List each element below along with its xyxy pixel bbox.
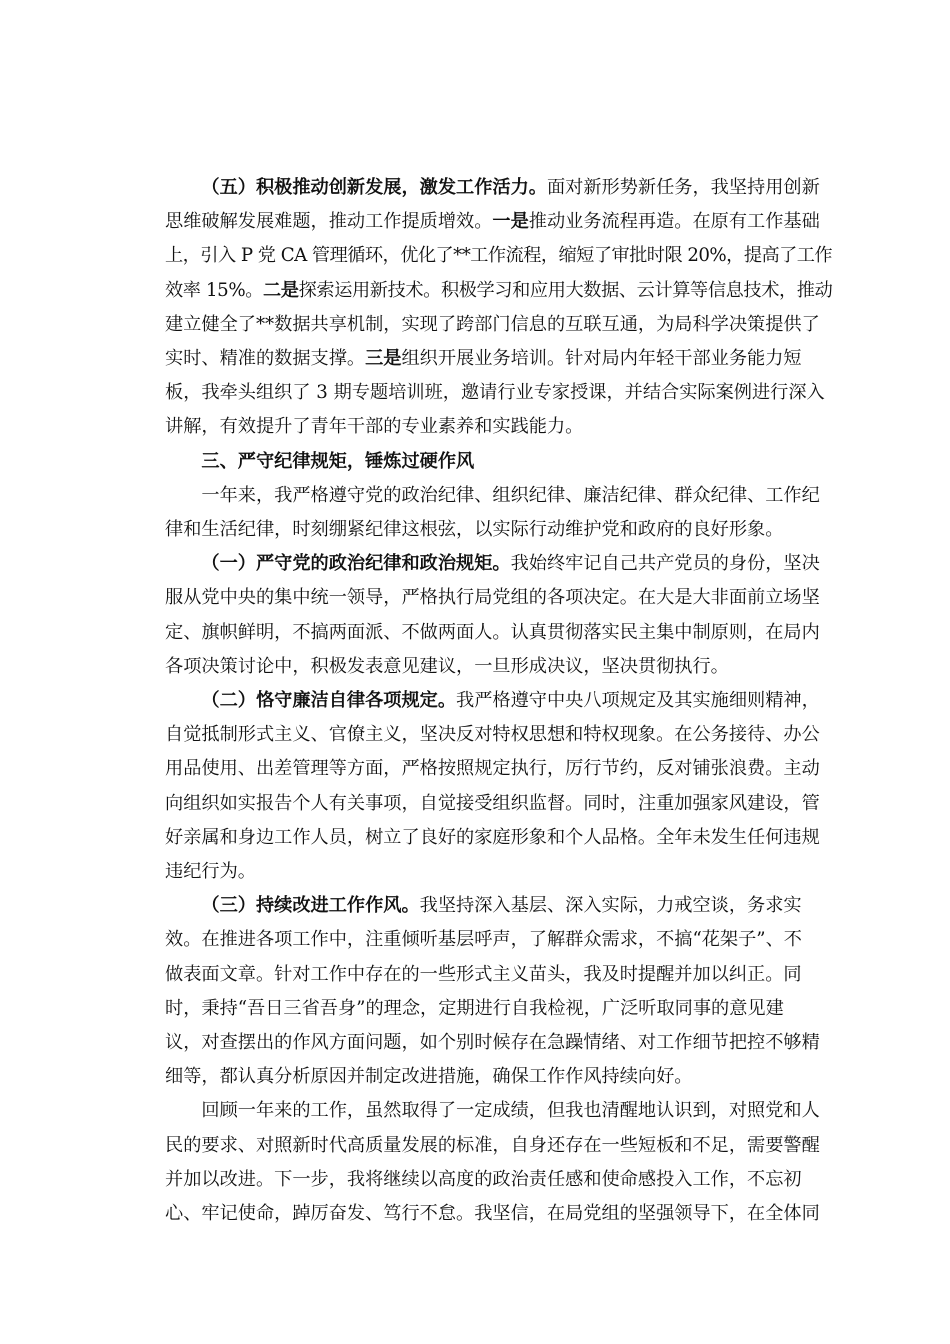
paragraph [165, 1094, 833, 1231]
text-run: 做表面文章。针对工作中存在的一些形式主义苗头，我及时提醒并加以纠正。同 [165, 963, 802, 985]
text-run: 民的要求、对照新时代高质量发展的标准，自身还存在一些短板和不足，需要警醒 [165, 1134, 820, 1156]
text-run: 我坚持深入基层、深入实际，力戒空谈，务求实 [419, 895, 802, 917]
section-heading [165, 445, 833, 479]
text-line [165, 923, 833, 957]
text-run: 我始终牢记自己共产党员的身份，坚决 [510, 553, 820, 575]
bold-text-run: （三）持续改进工作作风。 [201, 895, 420, 917]
text-run: 思维破解发展难题，推动工作提质增效。 [165, 211, 493, 233]
text-run: 违纪行为。 [165, 861, 256, 883]
text-run: 细等，都认真分析原因并制定改进措施，确保工作作风持续向好。 [165, 1066, 693, 1088]
text-line [165, 1129, 833, 1163]
text-run: 效率 15%。 [165, 279, 264, 301]
paragraph [165, 547, 833, 684]
text-line [165, 1163, 833, 1197]
text-line [165, 581, 833, 615]
text-line [165, 274, 833, 308]
text-run: 实时、精准的数据支撑。 [165, 348, 366, 370]
text-run: 向组织如实报告个人有关事项，自觉接受组织监督。同时，注重加强家风建设，管 [165, 792, 820, 814]
text-line [165, 718, 833, 752]
bold-text-run: （一）严守党的政治纪律和政治规矩。 [201, 553, 511, 575]
paragraph [165, 171, 833, 445]
text-line [165, 650, 833, 684]
text-run: 定、旗帜鲜明，不搞两面派、不做两面人。认真贯彻落实民主集中制原则，在局内 [165, 621, 820, 643]
document-body [165, 171, 833, 1231]
text-line [165, 752, 833, 786]
document-paragraphs [165, 171, 833, 1231]
text-line [165, 958, 833, 992]
text-run: 效。在推进各项工作中，注重倾听基层呼声，了解群众需求，不搞“花架子”、不 [165, 929, 802, 951]
text-run: 推动业务流程再造。在原有工作基础 [528, 211, 820, 233]
text-run: 服从党中央的集中统一领导，严格执行局党组的各项决定。在大是大非面前立场坚 [165, 587, 820, 609]
text-line [165, 1026, 833, 1060]
text-line [165, 308, 833, 342]
paragraph [165, 479, 833, 547]
text-run: 律和生活纪律，时刻绷紧纪律这根弦，以实际行动维护党和政府的良好形象。 [165, 519, 784, 541]
text-line [165, 479, 833, 513]
bold-text-run: （二）恪守廉洁自律各项规定。 [201, 690, 457, 712]
paragraph [165, 889, 833, 1094]
text-run: 回顾一年来的工作，虽然取得了一定成绩，但我也清醒地认识到，对照党和人 [201, 1100, 820, 1122]
text-line [165, 513, 833, 547]
text-line [165, 992, 833, 1026]
text-line [165, 547, 833, 581]
text-line [165, 410, 833, 444]
text-line [165, 376, 833, 410]
text-line [165, 855, 833, 889]
text-run: 我严格遵守中央八项规定及其实施细则精神， [456, 690, 820, 712]
text-line [165, 821, 833, 855]
text-run: 建立健全了**数据共享机制，实现了跨部门信息的互联互通，为局科学决策提供了 [165, 313, 820, 335]
text-line [165, 342, 833, 376]
bold-text-run: 一是 [492, 211, 529, 233]
bold-text-run: 三、严守纪律规矩，锤炼过硬作风 [201, 450, 475, 472]
text-line [165, 616, 833, 650]
paragraph [165, 684, 833, 889]
text-run: 组织开展业务培训。针对局内年轻干部业务能力短 [401, 348, 802, 370]
text-line [165, 205, 833, 239]
text-line [165, 1094, 833, 1128]
text-run: 心、牢记使命，踔厉奋发、笃行不怠。我坚信，在局党组的坚强领导下，在全体同 [165, 1203, 820, 1225]
text-run: 时，秉持“吾日三省吾身”的理念，定期进行自我检视，广泛听取同事的意见建 [165, 997, 784, 1019]
text-run: 一年来，我严格遵守党的政治纪律、组织纪律、廉洁纪律、群众纪律、工作纪 [201, 484, 820, 506]
text-line [165, 1060, 833, 1094]
text-run: 用品使用、出差管理等方面，严格按照规定执行，厉行节约，反对铺张浪费。主动 [165, 758, 820, 780]
text-run: 探索运用新技术。积极学习和应用大数据、云计算等信息技术，推动 [298, 279, 833, 301]
text-run: 面对新形势新任务，我坚持用创新 [546, 177, 820, 198]
bold-text-run: 三是 [365, 348, 402, 370]
text-run: 上，引入 P 党 CA 管理循环，优化了**工作流程，缩短了审批时限 20%，提高了工作 [165, 245, 833, 267]
text-run: 并加以改进。下一步，我将继续以高度的政治责任感和使命感投入工作，不忘初 [165, 1168, 802, 1190]
text-run: 各项决策讨论中，积极发表意见建议，一旦形成决议，坚决贯彻执行。 [165, 655, 729, 677]
text-line [165, 445, 833, 479]
text-run: 板，我牵头组织了 3 期专题培训班，邀请行业专家授课，并结合实际案例进行深入 [165, 382, 825, 404]
bold-text-run: （五）积极推动创新发展，激发工作活力。 [201, 177, 547, 198]
text-line [165, 787, 833, 821]
text-line [165, 684, 833, 718]
text-line [165, 1197, 833, 1231]
text-line [165, 889, 833, 923]
bold-text-run: 二是 [263, 279, 299, 301]
text-run: 好亲属和身边工作人员，树立了良好的家庭形象和个人品格。全年未发生任何违规 [165, 826, 820, 848]
text-run: 讲解，有效提升了青年干部的专业素养和实践能力。 [165, 416, 584, 438]
text-line [165, 239, 833, 273]
text-line [165, 171, 833, 205]
text-run: 议，对查摆出的作风方面问题，如个别时候存在急躁情绪、对工作细节把控不够精 [165, 1032, 820, 1054]
text-run: 自觉抵制形式主义、官僚主义，坚决反对特权思想和特权现象。在公务接待、办公 [165, 724, 820, 746]
